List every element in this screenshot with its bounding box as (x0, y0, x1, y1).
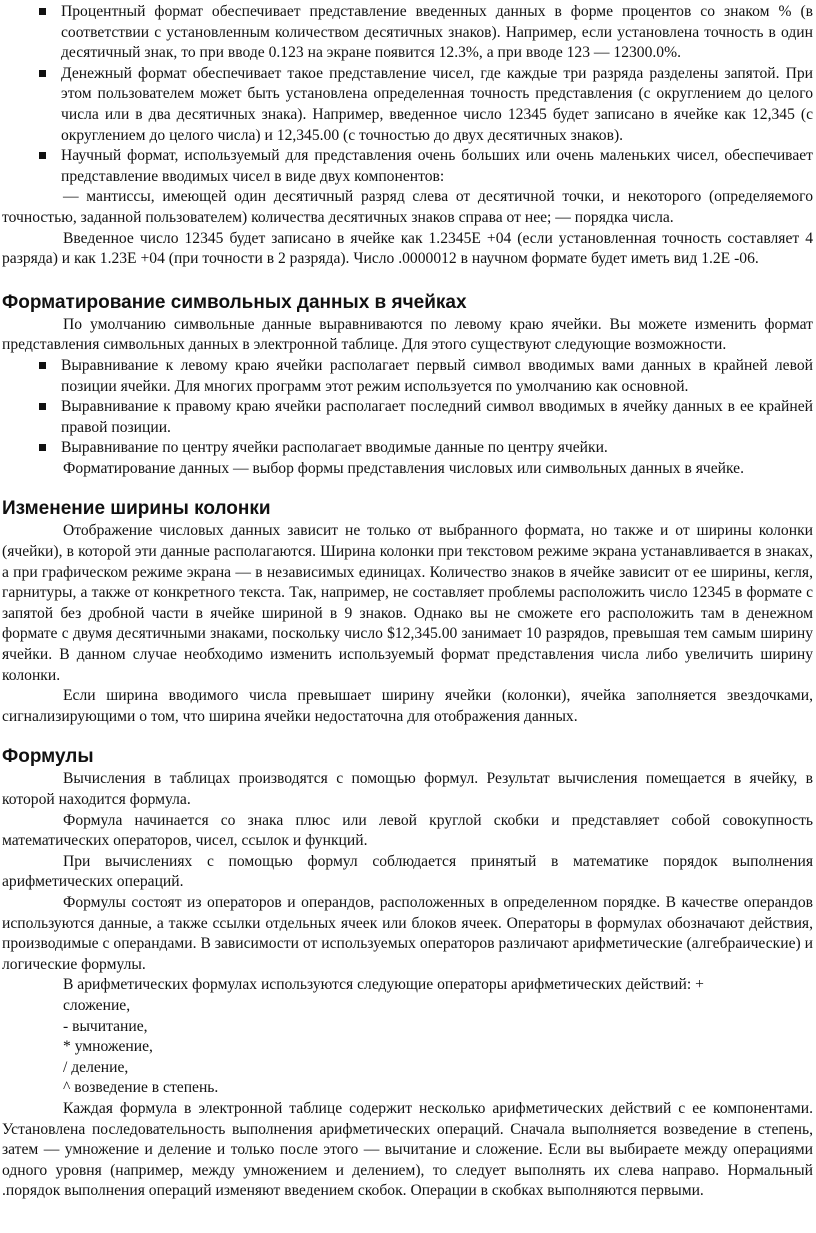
scientific-components: — мантиссы, имеющей один десятичный разряд слева от десятичной точки, и некоторого (определяемого точностью, заданной пользователем) количества десятичных знаков справа от нее; — порядка числа. (2, 188, 813, 226)
number-format-list (2, 2, 813, 187)
operator-line: * умножение, (63, 1038, 153, 1056)
list-item (2, 2, 813, 64)
alignment-list (2, 356, 813, 459)
paragraph: Отображение числовых данных зависит не только от выбранного формата, но также и от ширины колонки (ячейки), в которой эти данные располагаются. Ширина колонки при текстовом режиме экрана устанавливается в знаках, а при графическом режиме экрана — в независимых единицах. Количество знаков в ячейке зависит от ее ширины, кегля, гарнитуры, а также от конкретного текста. Так, например, не составляет проблемы расположить число 12345 в формате с запятой без дробной части в ячейке шириной в 9 знаков. Однако вы не сможете его расположить там в денежном формате с двумя десятичными знаками, поскольку число $12,345.00 занимает 10 разрядов, превышая тем самым ширину ячейки. В данном случае необходимо изменить используемый формат представления числа либо увеличить ширину колонки. (2, 522, 813, 684)
scientific-example: Введенное число 12345 будет записано в ячейке как 1.2345Е +04 (если установленная точность составляет 4 разряда) и как 1.23Е +04 (при точности в 2 разряда). Число .0000012 в научном формате будет иметь вид 1.2Е -06. (2, 229, 813, 268)
operator-line: ^ возведение в степень. (63, 1079, 219, 1097)
list-item (2, 397, 813, 438)
list-item (2, 146, 813, 187)
list-item-text: Научный формат, используемый для представления очень больших или очень маленьких чисел, обеспечивает представление вводимых чисел в виде двух компонентов: (61, 147, 813, 185)
square-bullet-icon (39, 8, 46, 15)
paragraph: При вычислениях с помощью формул соблюдается принятый в математике порядок выполнения арифметических операций. (2, 852, 813, 891)
square-bullet-icon (39, 70, 46, 77)
square-bullet-icon (39, 152, 46, 159)
definition-paragraph: Форматирование данных — выбор формы представления числовых или символьных данных в ячейке. (63, 459, 744, 477)
paragraph: Каждая формула в электронной таблице содержит несколько арифметических действий с ее компонентами. Установлена последовательность выполнения арифметических операций. Сначала выполняется возведение в степень, затем — умножение и деление и только после этого — вычитание и сложение. Если вы выбираете между операциями одного уровня (например, между умножением и делением), то следует выполнять их слева направо. Нормальный .порядок выполнения операций изменяют введением скобок. Операции в скобках выполняются первыми. (2, 1099, 813, 1200)
paragraph: Если ширина вводимого числа превышает ширину ячейки (колонки), ячейка заполняется звездочками, сигнализирующими о том, что ширина ячейки недостаточна для отображения данных. (2, 687, 813, 725)
list-item-text: Выравнивание к левому краю ячейки располагает первый символ вводимых вами данных в крайней левой позиции ячейки. Для многих программ этот режим используется по умолчанию как основной. (61, 356, 813, 395)
section-heading-formulas: Формулы (2, 746, 94, 768)
list-item (2, 438, 813, 459)
section-heading-column-width: Изменение ширины колонки (2, 498, 271, 520)
document-page (2, 2, 813, 1202)
list-item-text: Выравнивание к правому краю ячейки располагает последний символ вводимых в ячейку данных в ее крайней правой позиции. (61, 398, 813, 436)
section-heading-text-format: Форматирование символьных данных в ячейках (2, 291, 467, 313)
list-item-text: Выравнивание по центру ячейки располагает вводимые данные по центру ячейки. (61, 439, 608, 457)
list-item (2, 64, 813, 146)
paragraph: Вычисления в таблицах производятся с помощью формул. Результат вычисления помещается в ячейку, в которой находится формула. (2, 770, 813, 808)
square-bullet-icon (39, 403, 46, 410)
list-item-text: Денежный формат обеспечивает такое представление чисел, где каждые три разряда разделены запятой. При этом пользователем может быть установлена определенная точность представления (с округлением до целого числа или в два десятичных знака). Например, введенное число 12345 будет записано в ячейке как 12,345 (с округлением до целого числа) и 12,345.00 (с точностью до двух десятичных знаков). (61, 64, 813, 144)
operator-line: / деление, (63, 1058, 129, 1076)
operators-intro: В арифметических формулах используются следующие операторы арифметических действий: + (63, 976, 704, 994)
paragraph: Формула начинается со знака плюс или левой круглой скобки и представляет собой совокупность математических операторов, чисел, ссылок и функций. (2, 811, 813, 850)
list-item-text: Процентный формат обеспечивает представление введенных данных в форме процентов со знаком % (в соответствии с установленным количеством десятичных знаков). Например, если установлена точность в один десятичный знак, то при вводе 0.123 на экране появится 12.3%, а при вводе 123 — 12300.0%. (61, 3, 813, 62)
list-item (2, 356, 813, 397)
square-bullet-icon (39, 362, 46, 369)
operator-line: сложение, (63, 996, 131, 1014)
square-bullet-icon (39, 444, 46, 451)
paragraph: Формулы состоят из операторов и операндов, расположенных в определенном порядке. В качестве операндов используются данные, а также ссылки отдельных ячеек или блоков ячеек. Операторы в формулах обозначают действия, производимые с операндами. В зависимости от используемых операторов различают арифметические (алгебраические) и логические формулы. (2, 893, 813, 973)
operator-line: - вычитание, (63, 1017, 148, 1035)
paragraph: По умолчанию символьные данные выравниваются по левому краю ячейки. Вы можете изменить формат представления символьных данных в электронной таблице. Для этого существуют следующие возможности. (2, 315, 813, 354)
